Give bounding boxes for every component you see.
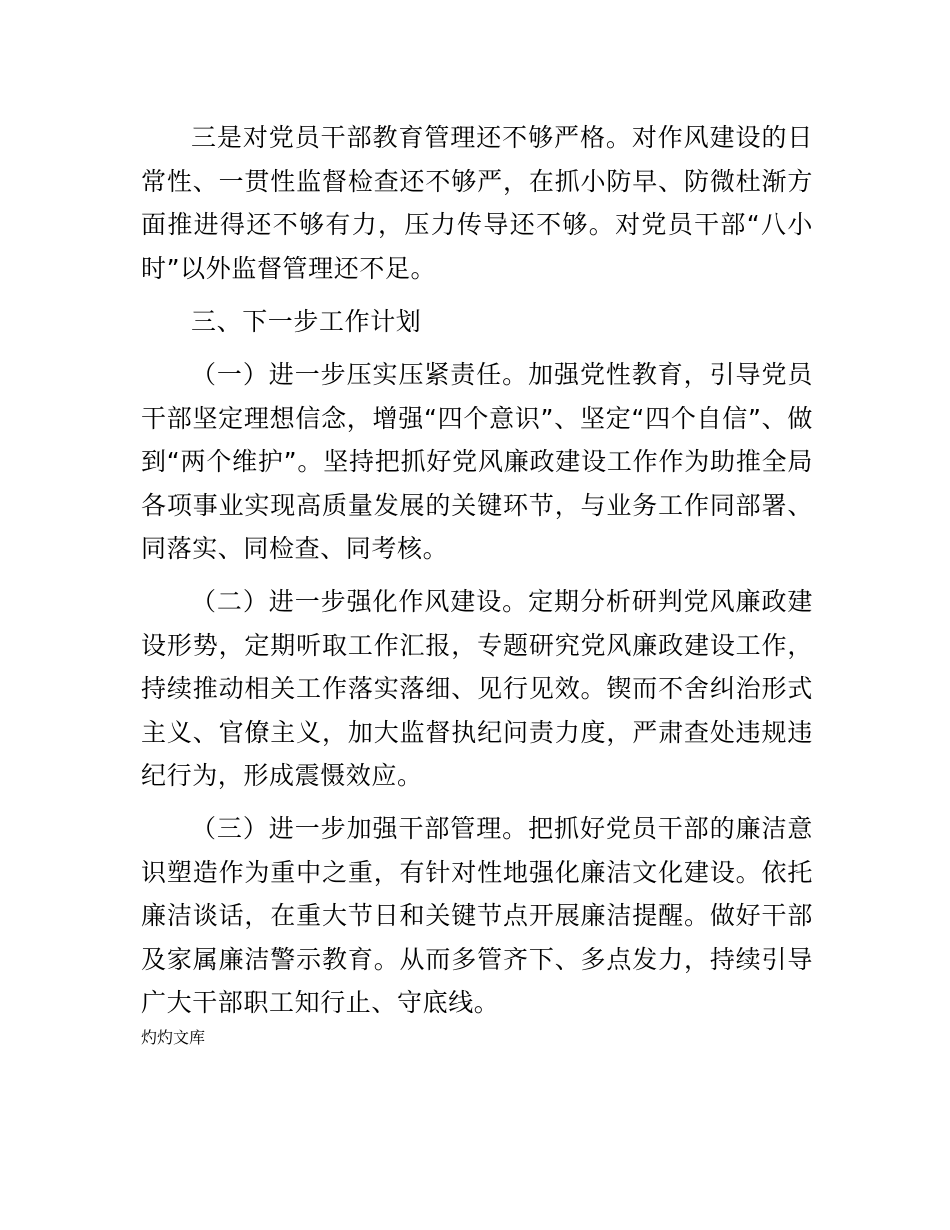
paragraph-plan-three: （三）进一步加强干部管理。把抓好党员干部的廉洁意识塑造作为重中之重，有针对性地强化廉洁文化建设。依托廉洁谈话，在重大节日和关键节点开展廉洁提醒。做好干部及家属廉洁警示教育。从而多管齐下、多点发力，持续引导广大干部职工知行止、守底线。 — [141, 814, 813, 1017]
footer-source-label: 灼灼文库 — [141, 1028, 206, 1047]
paragraph-plan-one: （一）进一步压实压紧责任。加强党性教育，引导党员干部坚定理想信念，增强“四个意识”、坚定“四个自信”、做到“两个维护”。坚持把抓好党风廉政建设工作作为助推全局各项事业实现高质量发展的关键环节，与业务工作同部署、同落实、同检查、同考核。 — [141, 360, 813, 563]
paragraph-education-management: 三是对党员干部教育管理还不够严格。对作风建设的日常性、一贯性监督检查还不够严，在抓小防早、防微杜渐方面推进得还不够有力，压力传导还不够。对党员干部“八小时”以外监督管理还不足。 — [141, 123, 813, 283]
paragraph-plan-two: （二）进一步强化作风建设。定期分析研判党风廉政建设形势，定期听取工作汇报，专题研究党风廉政建设工作，持续推动相关工作落实落细、见行见效。锲而不舍纠治形式主义、官僚主义，加大监督执纪问责力度，严肃查处违规违纪行为，形成震慑效应。 — [141, 587, 813, 790]
section-heading-next-steps: 三、下一步工作计划 — [191, 307, 422, 336]
